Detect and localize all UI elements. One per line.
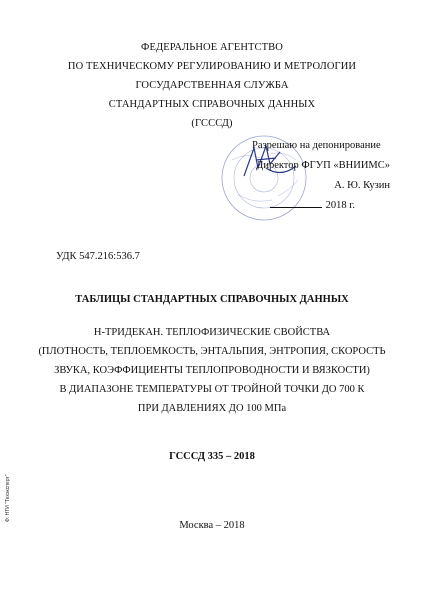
standard-code: ГСССД 335 – 2018 — [169, 451, 255, 462]
approval-line-4: 2018 г. — [325, 200, 355, 211]
subtitle-line-4: В ДИАПАЗОНЕ ТЕМПЕРАТУРЫ ОТ ТРОЙНОЙ ТОЧКИ ДО 700 К — [59, 384, 365, 395]
agency-header — [0, 38, 424, 133]
header-line-3: ГОСУДАРСТВЕННАЯ СЛУЖБА — [135, 80, 289, 91]
document-subtitle — [0, 323, 424, 418]
udk-code: УДК 547.216:536.7 — [56, 251, 140, 262]
subtitle-line-1: Н-ТРИДЕКАН. ТЕПЛОФИЗИЧЕСКИЕ СВОЙСТВА — [93, 327, 331, 338]
header-line-4: СТАНДАРТНЫХ СПРАВОЧНЫХ ДАННЫХ — [108, 99, 316, 110]
approval-line-2: Директор ФГУП «ВНИИМС» — [256, 160, 390, 171]
subtitle-line-3: ЗВУКА, КОЭФФИЦИЕНТЫ ТЕПЛОПРОВОДНОСТИ И ВЯЗКОСТИ) — [54, 365, 370, 376]
city-year: Москва – 2018 — [179, 520, 245, 531]
approval-line-1: Разрешаю на депонирование — [252, 140, 381, 151]
subtitle-line-2: (ПЛОТНОСТЬ, ТЕПЛОЕМКОСТЬ, ЭНТАЛЬПИЯ, ЭНТРОПИЯ, СКОРОСТЬ — [38, 346, 386, 357]
header-line-1: ФЕДЕРАЛЬНОЕ АГЕНТСТВО — [141, 42, 283, 53]
subtitle-line-5: ПРИ ДАВЛЕНИЯХ ДО 100 МПа — [137, 403, 287, 414]
side-note: Ф: НТИ "Техэксперт" — [5, 474, 11, 522]
approval-date-row — [252, 196, 355, 216]
document-title: ТАБЛИЦЫ СТАНДАРТНЫХ СПРАВОЧНЫХ ДАННЫХ — [75, 294, 349, 305]
approval-line-3: А. Ю. Кузин — [334, 180, 390, 191]
header-line-5: (ГСССД) — [191, 118, 233, 129]
approval-block — [252, 136, 390, 216]
date-blank-line — [270, 198, 322, 208]
header-line-2: ПО ТЕХНИЧЕСКОМУ РЕГУЛИРОВАНИЮ И МЕТРОЛОГИИ — [67, 61, 357, 72]
